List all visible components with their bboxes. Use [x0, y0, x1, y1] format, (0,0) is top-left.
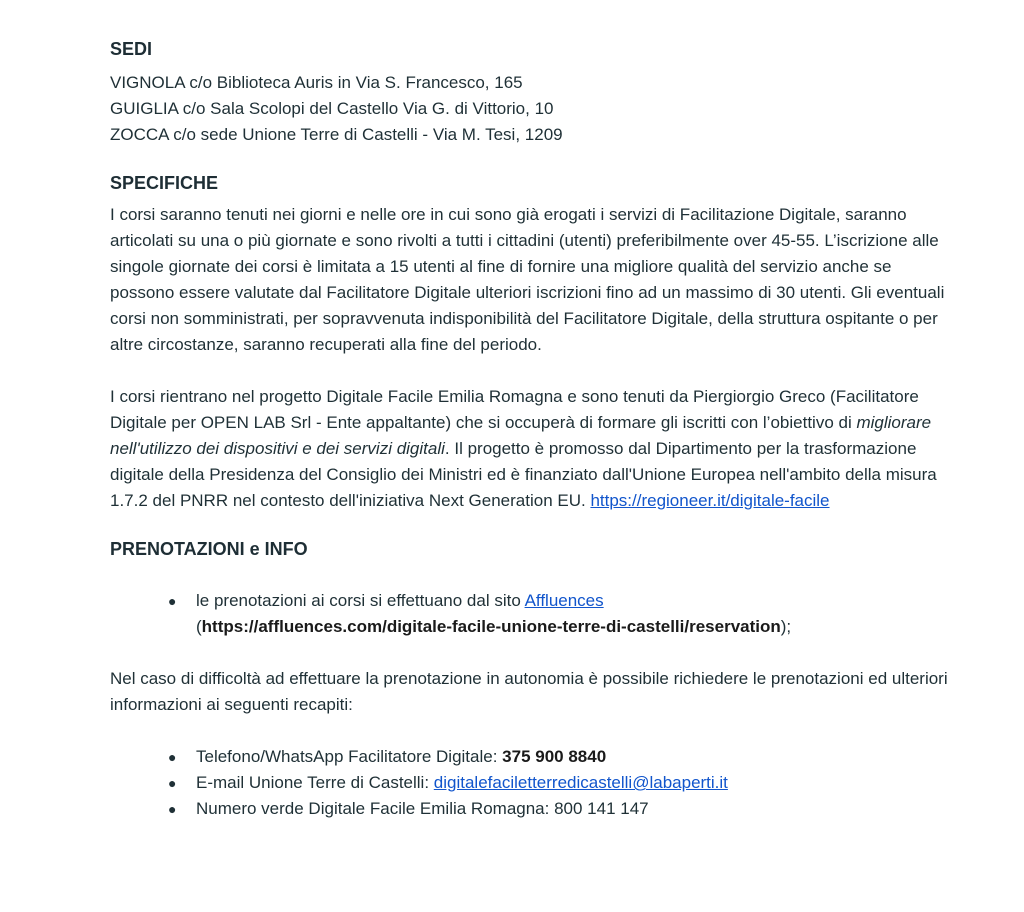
specifiche-heading: SPECIFICHE: [110, 173, 219, 193]
phone-label: Telefono/WhatsApp Facilitatore Digitale:: [196, 747, 503, 766]
sedi-line-zocca: ZOCCA c/o sede Unione Terre di Castelli - Via M. Tesi, 1209: [110, 125, 563, 144]
paragraph-2-text-b: . Il progetto è promosso dal Dipartimento per la trasformazione digitale della Presidenza del Consiglio dei Ministri ed è finanziato dall'Unione Europea nell'ambito della misura 1.7.2 del PNRR nel contesto dell'iniziativa Next Generation EU.: [110, 439, 937, 510]
paragraph-2-emphasis: migliorare nell'utilizzo dei dispositivi e dei servizi digitali: [110, 413, 932, 458]
email-link[interactable]: digitalefaciletterredicastelli@labaperti.it: [433, 773, 728, 792]
document-content: [110, 36, 950, 822]
booking-text: le prenotazioni ai corsi si effettuano dal sito: [196, 591, 525, 610]
list-item: [110, 588, 950, 640]
specifiche-paragraph-1: I corsi saranno tenuti nei giorni e nelle ore in cui sono già erogati i servizi di Facilitazione Digitale, saranno articolati su una o più giornate e sono rivolti a tutti i cittadini (utenti) preferibilmente over 45-55. L’iscrizione alle singole giornate dei corsi è limitata a 15 utenti al fine di fornire una migliore qualità del servizio anche se possono essere valutate dal Facilitatore Digitale ulteriori iscrizioni fino ad un massimo di 30 utenti. Gli eventuali corsi non somministrati, per sopravvenuta indisponibilità del Facilitatore Digitale, della struttura ospitante o per altre circostanze, saranno recuperati alla fine del periodo.: [110, 205, 945, 354]
paragraph-2-text-a: I corsi rientrano nel progetto Digitale Facile Emilia Romagna e sono tenuti da Piergiorgio Greco (Facilitatore Digitale per OPEN LAB Srl - Ente appaltante) che si occuperà di formare gli iscritti con l’obiettivo di: [110, 387, 919, 432]
specifiche-paragraph-2: [110, 384, 950, 514]
bullet-icon: ●: [168, 775, 177, 791]
phone-number: 375 900 8840: [502, 747, 607, 766]
sedi-heading: SEDI: [110, 39, 153, 59]
email-label: E-mail Unione Terre di Castelli:: [196, 773, 434, 792]
bullet-icon: ●: [168, 749, 177, 765]
affluences-link[interactable]: Affluences: [524, 591, 604, 610]
prenotazioni-heading: PRENOTAZIONI e INFO: [110, 539, 308, 559]
list-item: [110, 744, 950, 770]
list-item: [110, 796, 950, 822]
booking-url-close: );: [780, 617, 792, 636]
sedi-list: [110, 70, 950, 148]
bullet-icon: ●: [168, 801, 177, 817]
assistance-note: Nel caso di difficoltà ad effettuare la prenotazione in autonomia è possibile richiedere le prenotazioni ed ulteriori informazioni ai seguenti recapiti:: [110, 669, 948, 714]
toll-free-number: Numero verde Digitale Facile Emilia Romagna: 800 141 147: [196, 799, 649, 818]
booking-url: https://affluences.com/digitale-facile-unione-terre-di-castelli/reservation: [201, 617, 781, 636]
prenotazioni-list: [110, 588, 950, 640]
booking-url-open: (: [196, 617, 202, 636]
digitale-facile-link[interactable]: https://regioneer.it/digitale-facile: [590, 491, 830, 510]
sedi-line-vignola: VIGNOLA c/o Biblioteca Auris in Via S. Francesco, 165: [110, 73, 523, 92]
bullet-icon: ●: [168, 593, 177, 609]
contacts-list: [110, 744, 950, 822]
list-item: [110, 770, 950, 796]
sedi-line-guiglia: GUIGLIA c/o Sala Scolopi del Castello Via G. di Vittorio, 10: [110, 99, 554, 118]
